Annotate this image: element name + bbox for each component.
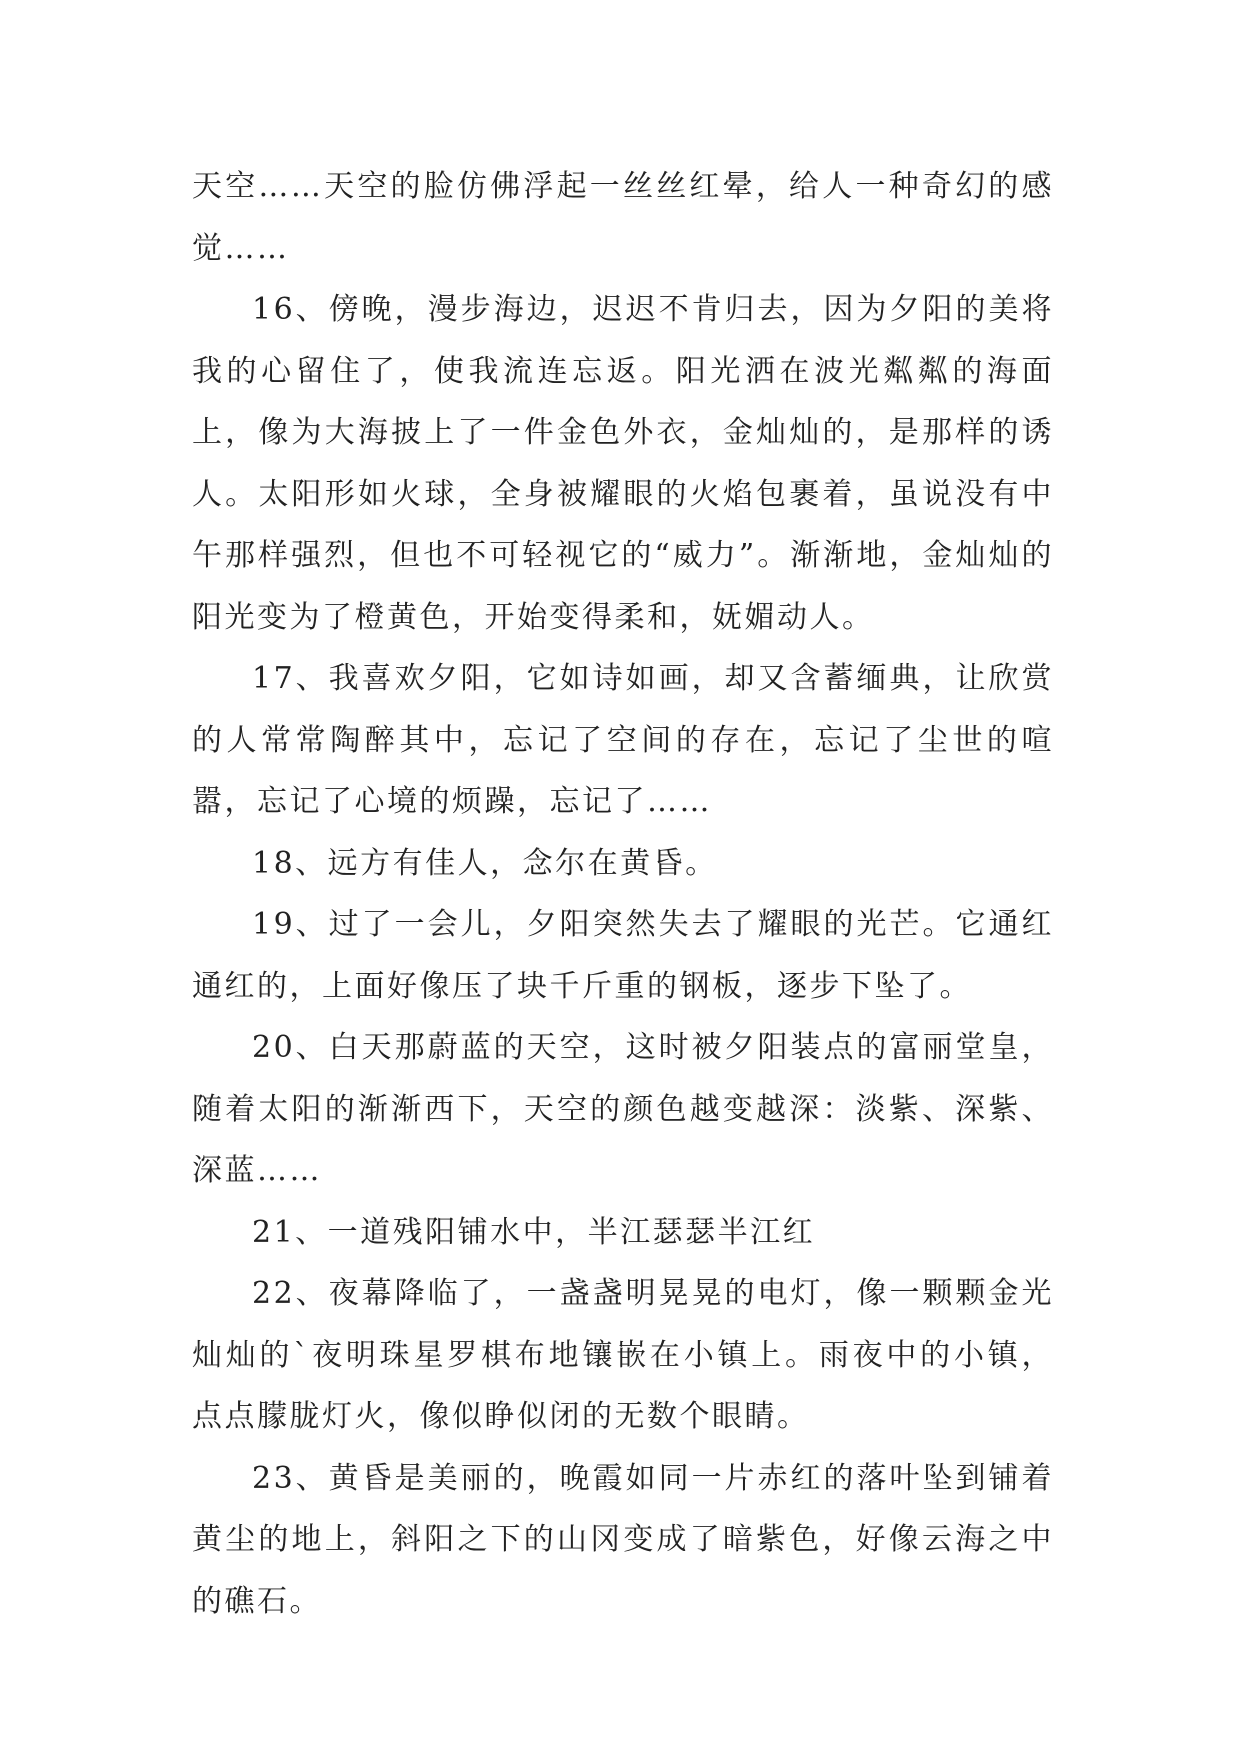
paragraph-19: 19、过了一会儿，夕阳突然失去了耀眼的光芒。它通红通红的，上面好像压了块千斤重的钢板，逐步下坠了。 (192, 907, 1054, 1004)
paragraph-continuation: 天空……天空的脸仿佛浮起一丝丝红晕，给人一种奇幻的感觉…… (192, 169, 1054, 266)
paragraph-22: 22、夜幕降临了，一盏盏明晃晃的电灯，像一颗颗金光灿灿的`夜明珠星罗棋布地镶嵌在小镇上。雨夜中的小镇，点点朦胧灯火，像似睁似闭的无数个眼睛。 (192, 1276, 1054, 1434)
paragraph-16: 16、傍晚，漫步海边，迟迟不肯归去，因为夕阳的美将我的心留住了，使我流连忘返。阳光洒在波光粼粼的海面上，像为大海披上了一件金色外衣，金灿灿的，是那样的诱人。太阳形如火球，全身被耀眼的火焰包裹着，虽说没有中午那样强烈，但也不可轻视它的“威力”。渐渐地，金灿灿的阳光变为了橙黄色，开始变得柔和，妩媚动人。 (192, 292, 1054, 635)
paragraph-23: 23、黄昏是美丽的，晚霞如同一片赤红的落叶坠到铺着黄尘的地上，斜阳之下的山冈变成了暗紫色，好像云海之中的礁石。 (192, 1460, 1054, 1619)
document-body (192, 156, 1054, 1632)
paragraph-17: 17、我喜欢夕阳，它如诗如画，却又含蓄缅典，让欣赏的人常常陶醉其中，忘记了空间的存在，忘记了尘世的喧嚣，忘记了心境的烦躁，忘记了…… (192, 661, 1054, 819)
paragraph-20: 20、白天那蔚蓝的天空，这时被夕阳装点的富丽堂皇，随着太阳的渐渐西下，天空的颜色越变越深：淡紫、深紫、深蓝…… (192, 1030, 1054, 1188)
paragraph-18: 18、远方有佳人，念尔在黄昏。 (252, 845, 718, 881)
paragraph-21: 21、一道残阳铺水中，半江瑟瑟半江红 (252, 1214, 816, 1250)
